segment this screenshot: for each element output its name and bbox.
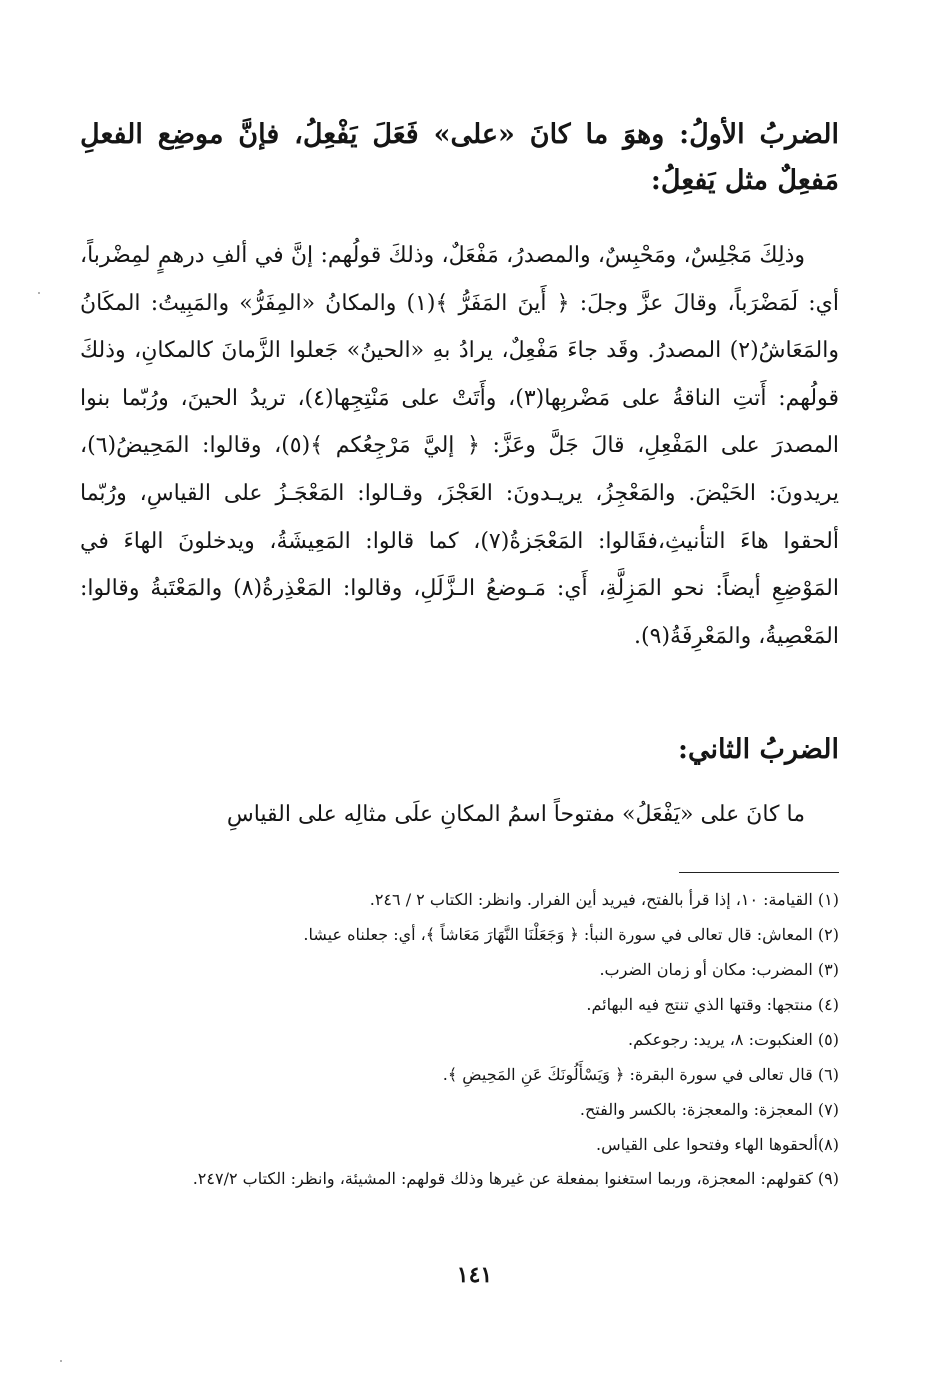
footnote: (٢) المعاش: قال تعالى في سورة النبأ: ﴿ وَجَعَلْنَا النَّهَارَ مَعَاشاً ﴾، أي: جعلناه عيشا. — [303, 925, 839, 944]
footnote-divider — [679, 872, 839, 873]
footnote: (٦) قال تعالى في سورة البقرة: ﴿ وَيَسْأَلُونَكَ عَنِ المَحِيضِ ﴾. — [442, 1065, 839, 1084]
page-number: ١٤١ — [456, 1262, 493, 1288]
footnote: (٨)ألحقوها الهاء وفتحوا على القياس. — [596, 1135, 839, 1154]
section-heading-first-type: الضربُ الأولُ: وهوَ ما كانَ «على» فَعَلَ يَفْعِلُ، فإنَّ موضِع الفعلِ مَفعِلٌ مثل يَفعِلُ: — [80, 119, 839, 196]
footnote: (٤) منتجها: وقتها الذي تنتج فيه البهائم. — [586, 995, 839, 1014]
footnotes-list — [80, 882, 839, 1194]
body-paragraph-second-type: ما كانَ على «يَفْعَلُ» مفتوحاً اسمُ المكانِ علَى مثالِه على القياسِ — [226, 802, 805, 827]
scan-speck — [60, 1360, 62, 1362]
footnote: (٧) المعجزة: والمعجزة: بالكسر والفتح. — [579, 1100, 839, 1119]
footnote: (٥) العنكبوت: ٨، يريد: رجوعكم. — [628, 1030, 839, 1049]
footnote: (٣) المضرب: مكان أو زمان الضرب. — [599, 960, 839, 979]
body-paragraph-first-type: وذلِكَ مَجْلِسٌ، ومَحْبِسٌ، والمصدرُ، مَفْعَلٌ، وذلكَ قولُهم: إنَّ في ألفِ درهمٍ لمِضْرباً، أي: لَمَضْرَباً، وقالَ عزَّ وجلَ: ﴿ أَينَ المَفَرُّ ﴾(١) والمكانُ «المِفَرُّ» والمَبِيتُ: المكَانُ والمَعَاشُ(٢) المصدرُ. وقَد جاءَ مَفْعِلٌ، يرادُ بهِ «الحينُ» جَعلوا الزَّمانَ كالمكانِ، وذلكَ قولُهم: أَتتِ الناقةُ على مَضْربِها(٣)، وأَتَتْ على مَنْتِجِها(٤)، تريدُ الحينَ، ورُبّما بنوا المصدرَ على المَفْعِلِ، قالَ جَلَّ وعَزَّ: ﴿ إليَّ مَرْجِعُكم ﴾(٥)، وقالوا: المَحِيضُ(٦)، يريدونَ: الحَيْضَ. والمَعْجِزُ، يريـدونَ: العَجْزَ، وقـالوا: المَعْجَـزُ على القياسِ، ورُبّما ألحقوا هاءَ التأنيثِ،فقَالوا: المَعْجَزةُ(٧)، كما قالوا: المَعِيشَةُ، ويدخلونَ الهاءَ في المَوْضِعِ أيضاً: نحو المَزِلَّةِ، أَي: مَـوضعُ الـزَّلَلِ، وقالوا: المَعْذِرةُ(٨) والمَعْتَبةُ وقالوا: المَعْصِيةُ، والمَعْرِفَةُ(٩). — [80, 243, 840, 649]
section-heading-second-type: الضربُ الثاني: — [678, 734, 839, 765]
scan-speck — [38, 292, 40, 294]
footnote: (٩) كقولهم: المعجزة، وربما استغنوا بمفعلة عن غيرها وذلك قولهم: المشيئة، وانظر: الكتاب ٢٤٧/٢. — [192, 1169, 839, 1188]
footnote: (١) القيامة: ١٠، إذا قرأ بالفتح، فيريد أين الفرار. وانظر: الكتاب ٢ / ٢٤٦. — [369, 890, 839, 909]
